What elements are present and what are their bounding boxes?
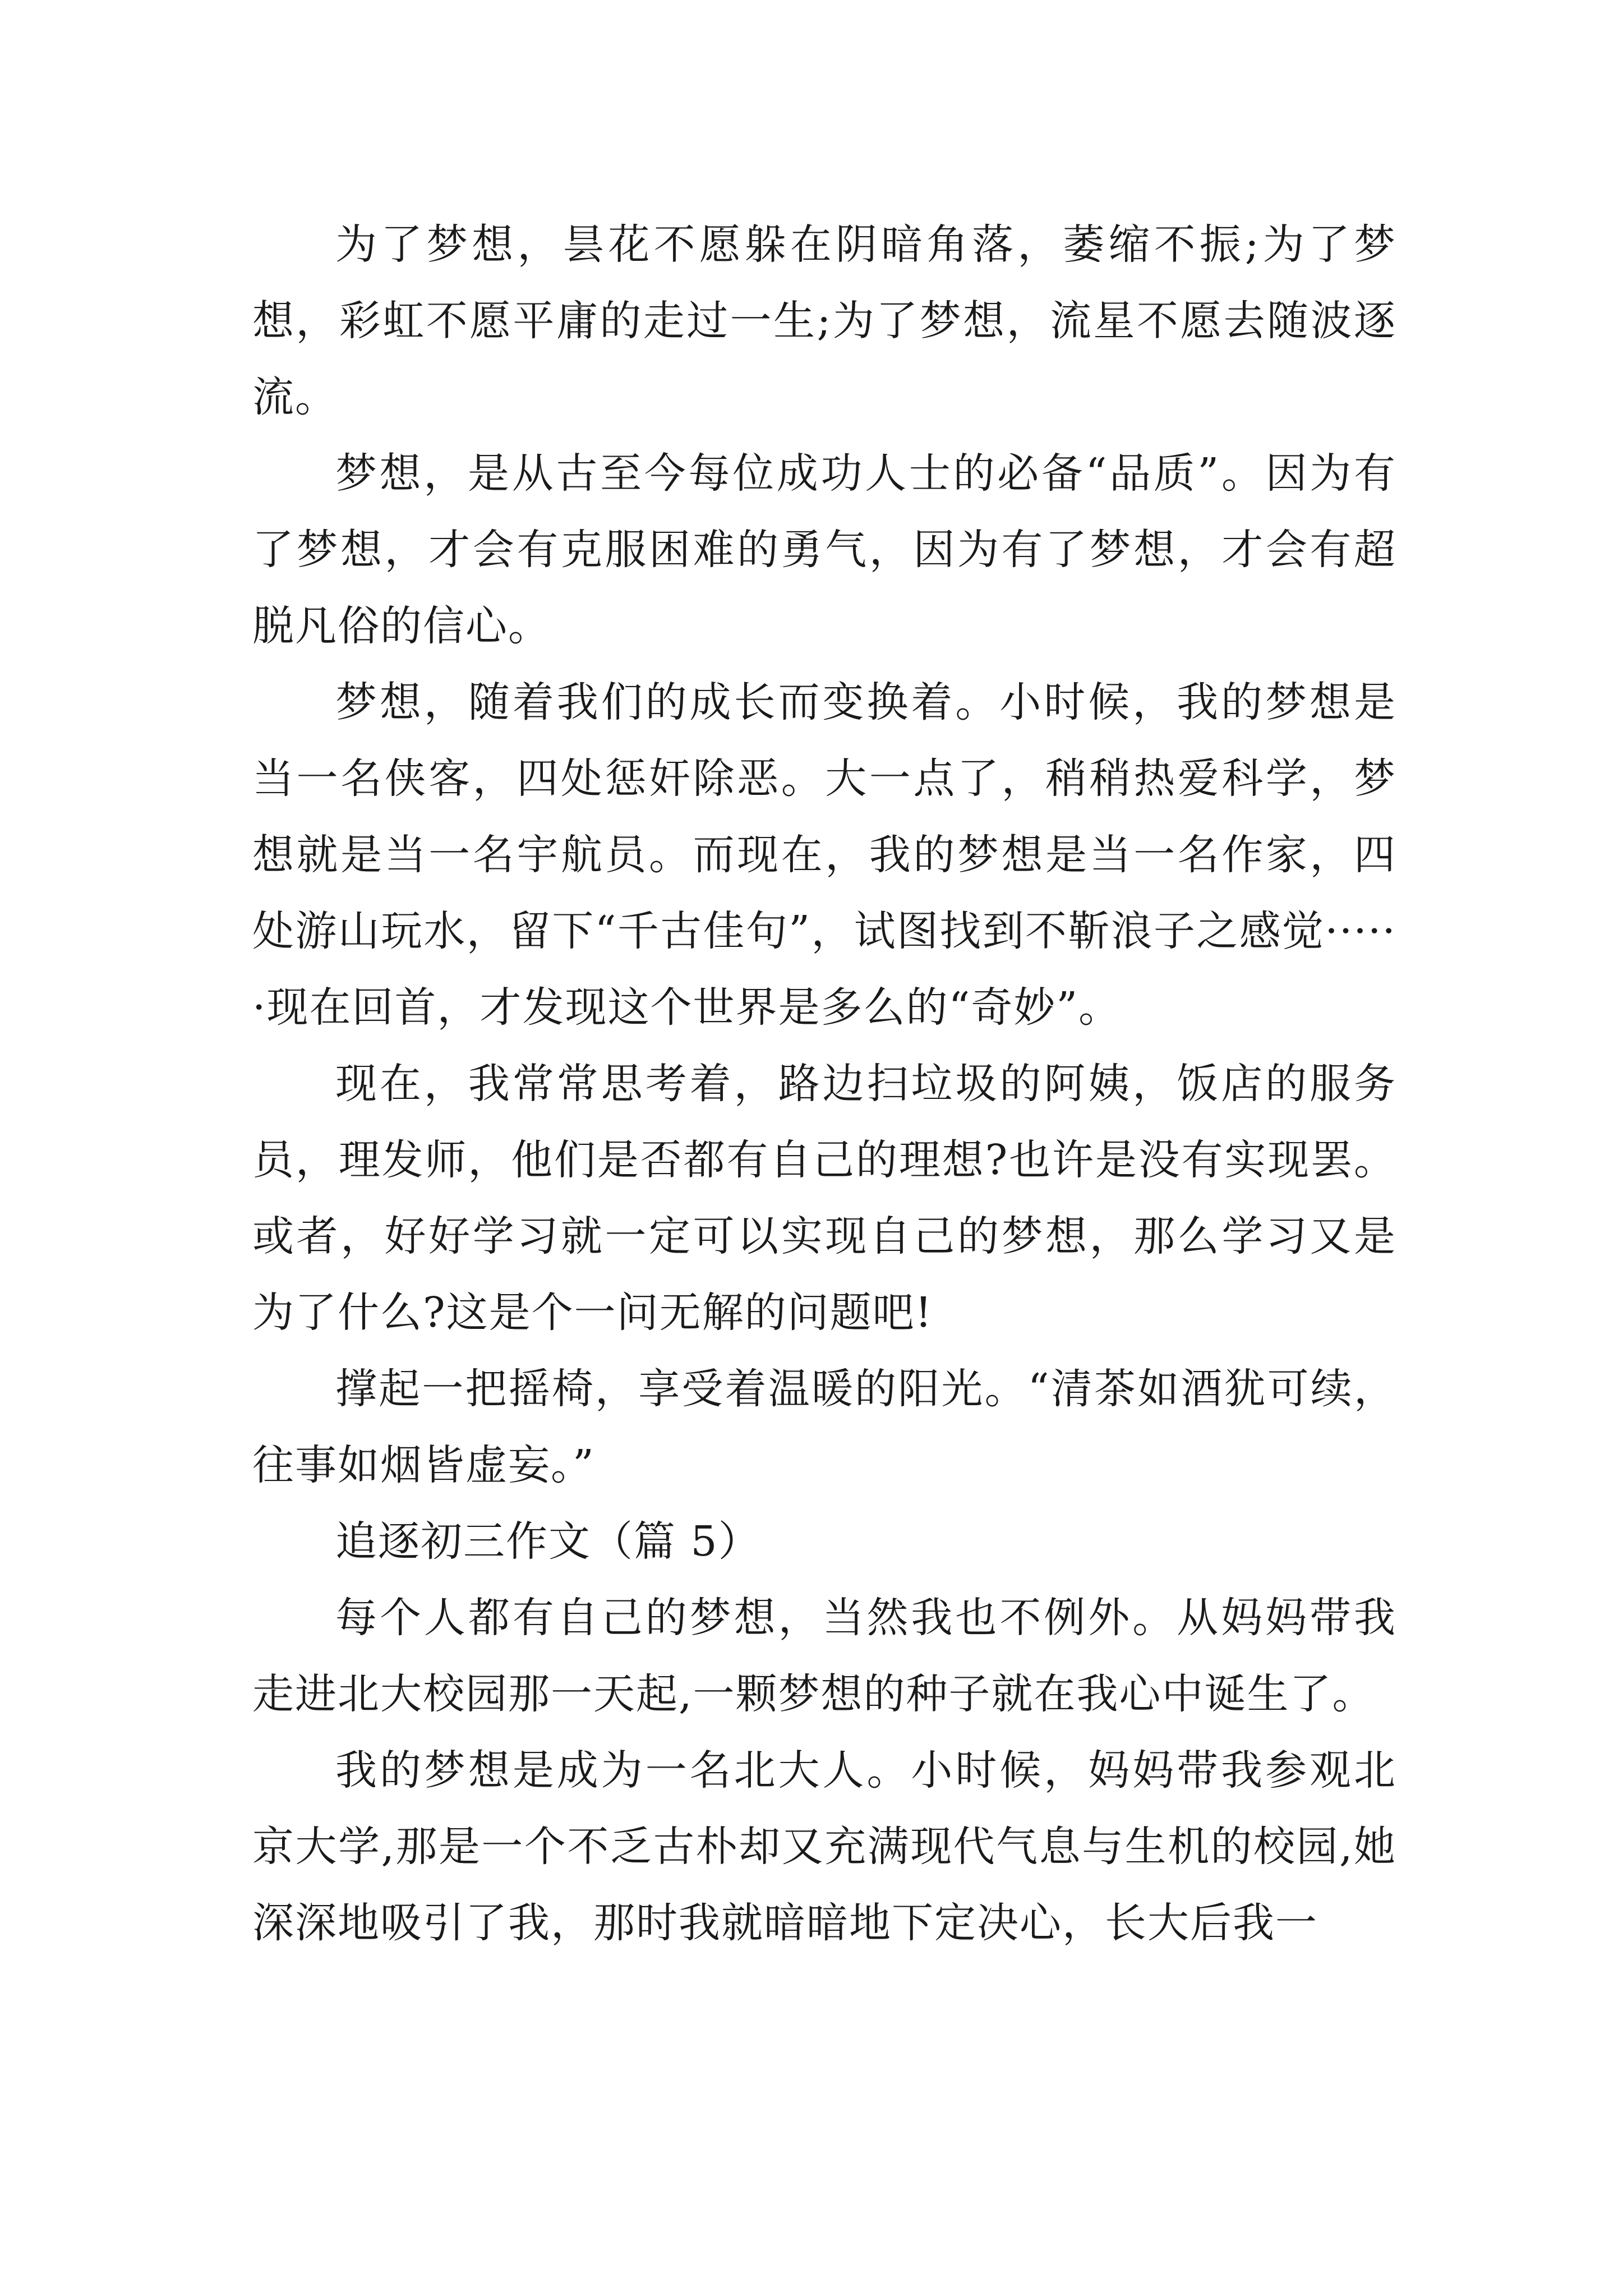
- paragraph-dream-changes: 梦想，随着我们的成长而变换着。小时候，我的梦想是当一名侠客，四处惩奸除恶。大一点了，稍稍热爱科学，梦想就是当一名宇航员。而现在，我的梦想是当一名作家，四处游山玩水，留下“千古佳句”，试图找到不靳浪子之感觉······现在回首，才发现这个世界是多么的“奇妙”。: [252, 678, 1396, 1032]
- paragraph-peking-university: 我的梦想是成为一名北大人。小时候，妈妈带我参观北京大学,那是一个不乏古朴却又充满现代气息与生机的校园,她深深地吸引了我，那时我就暗暗地下定决心，长大后我一: [252, 1746, 1396, 1947]
- paragraph-dream-quality: 梦想，是从古至今每位成功人士的必备“品质”。因为有了梦想，才会有克服困难的勇气，因为有了梦想，才会有超脱凡俗的信心。: [252, 449, 1396, 650]
- paragraph-dream-flowers: 为了梦想，昙花不愿躲在阴暗角落，萎缩不振;为了梦想，彩虹不愿平庸的走过一生;为了梦想，流星不愿去随波逐流。: [252, 220, 1396, 421]
- document-body: [252, 206, 1396, 1961]
- paragraph-dream-reflection: 现在，我常常思考着，路边扫垃圾的阿姨，饭店的服务员，理发师，他们是否都有自己的理想?也许是没有实现罢。或者，好好学习就一定可以实现自己的梦想，那么学习又是为了什么?这是个一问无解的问题吧!: [252, 1060, 1396, 1337]
- paragraph-rocking-chair: 撑起一把摇椅，享受着温暖的阳光。“清茶如酒犹可续，往事如烟皆虚妄。”: [252, 1365, 1396, 1489]
- paragraph-everyone-dreams: 每个人都有自己的梦想，当然我也不例外。从妈妈带我走进北大校园那一天起,一颗梦想的种子就在我心中诞生了。: [252, 1594, 1396, 1718]
- section-heading: 追逐初三作文（篇 5）: [335, 1517, 761, 1566]
